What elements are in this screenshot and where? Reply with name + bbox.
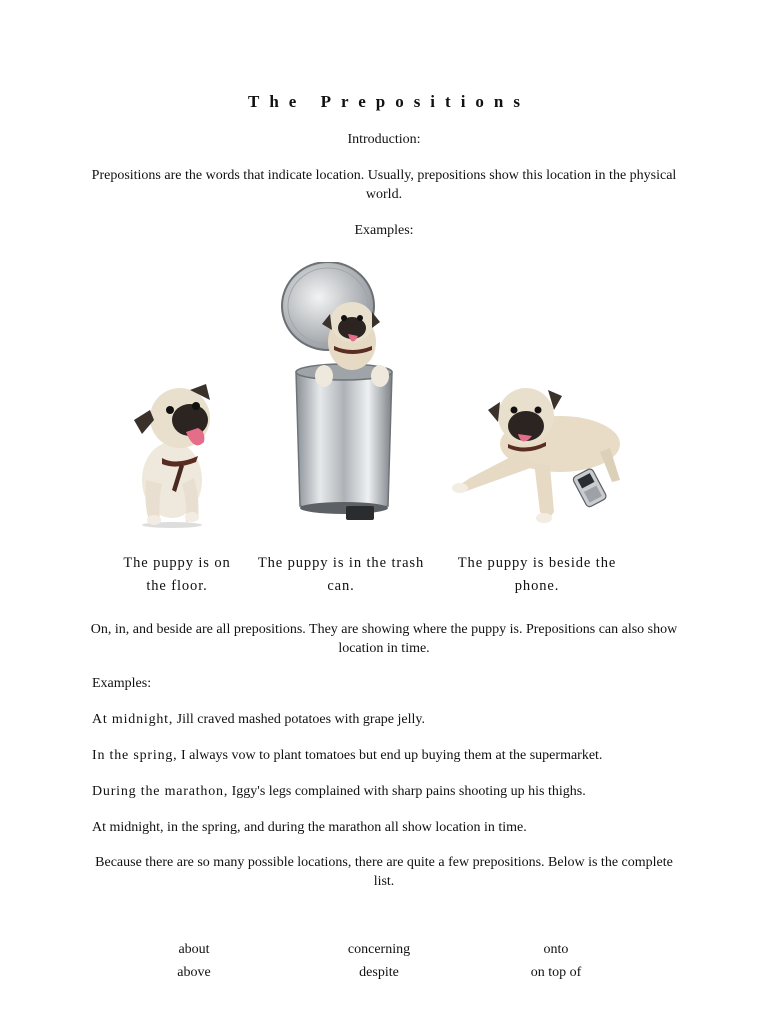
example-sentence: Iggy's legs complained with sharp pains shooting up his thighs.	[228, 784, 586, 799]
time-example-1	[92, 710, 692, 729]
figure-caption-trash-can: The puppy is in the trash can.	[257, 555, 425, 594]
pug-on-floor-icon	[128, 380, 224, 530]
figure-caption-phone: The puppy is beside the phone.	[457, 555, 617, 594]
list-item: despite	[359, 965, 399, 980]
list-item: on top of	[530, 965, 582, 980]
preposition-column-2	[299, 938, 459, 984]
time-example-3	[92, 782, 692, 801]
list-item: concerning	[347, 942, 411, 957]
example-sentence: I always vow to plant tomatoes but end up buying them at the supermarket.	[177, 748, 603, 763]
time-example-2	[92, 746, 692, 765]
time-phrase: During the marathon,	[92, 784, 229, 799]
preposition-column-1	[114, 938, 274, 984]
intro-paragraph: Prepositions are the words that indicate location. Usually, prepositions show this location in the physical world.	[91, 168, 677, 202]
list-intro: Because there are so many possible locations, there are quite a few prepositions. Below is the complete list.	[95, 855, 673, 889]
time-phrase: In the spring,	[92, 748, 178, 763]
pug-in-trash-can-icon	[278, 262, 408, 530]
examples-heading: Examples:	[354, 223, 414, 238]
list-item: about	[178, 942, 210, 957]
list-item: onto	[543, 942, 569, 957]
page-title: The Prepositions	[247, 92, 530, 111]
summary-paragraph-space: On, in, and beside are all prepositions. They are showing where the puppy is. Prepositions can also show location in time.	[90, 622, 678, 656]
pug-beside-phone-icon	[450, 382, 626, 530]
examples-heading-time: Examples:	[92, 676, 152, 691]
figure-caption-floor: The puppy is on the floor.	[123, 555, 231, 594]
intro-heading: Introduction:	[347, 132, 421, 147]
preposition-column-3	[476, 938, 636, 984]
example-sentence: Jill craved mashed potatoes with grape jelly.	[173, 712, 425, 727]
list-item: above	[177, 965, 211, 980]
summary-paragraph-time: At midnight, in the spring, and during the marathon all show location in time.	[92, 820, 527, 835]
time-phrase: At midnight,	[92, 712, 174, 727]
